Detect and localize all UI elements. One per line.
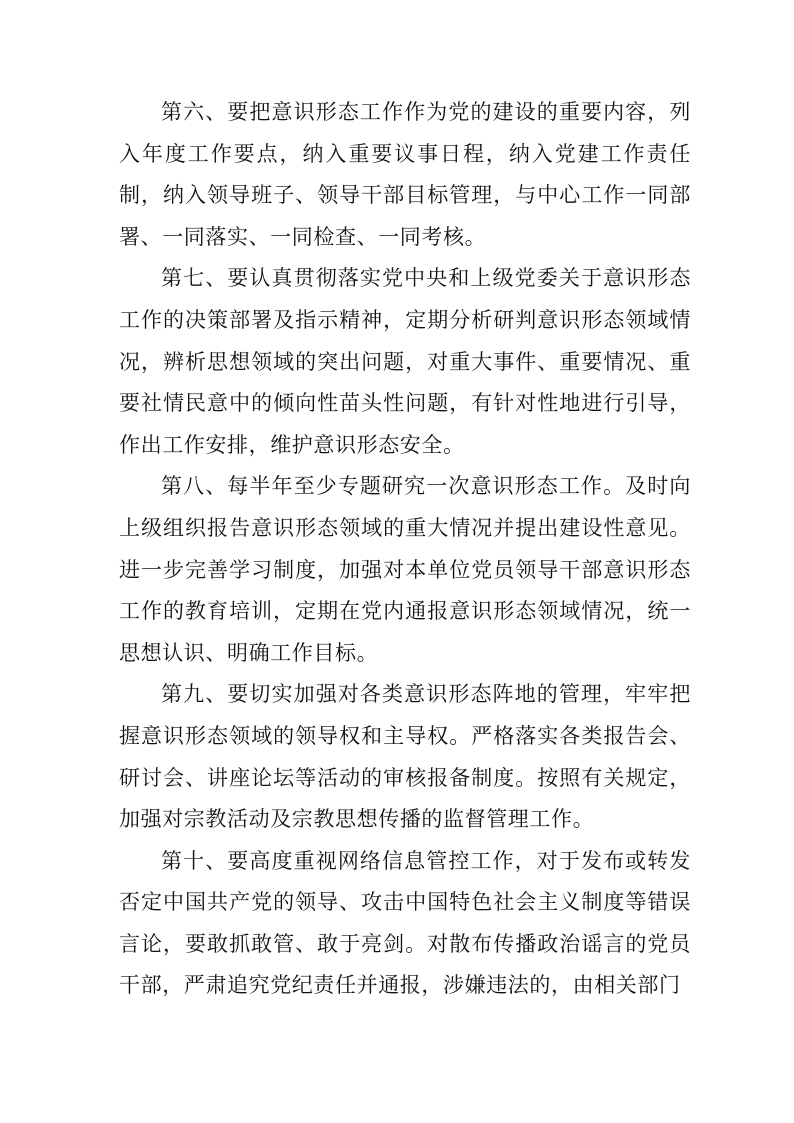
paragraph-article-8: 第八、每半年至少专题研究一次意识形态工作。及时向上级组织报告意识形态领域的重大情况并提出建设性意见。进一步完善学习制度，加强对本单位党员领导干部意识形态工作的教育培训，定期在党内通报意识形态领域情况，统一思想认识、明确工作目标。 bbox=[119, 474, 691, 665]
paragraph-article-6: 第六、要把意识形态工作作为党的建设的重要内容，列入年度工作要点，纳入重要议事日程，纳入党建工作责任制，纳入领导班子、领导干部目标管理，与中心工作一同部署、一同落实、一同检查、一同考核。 bbox=[119, 100, 691, 249]
document-body bbox=[119, 92, 691, 1007]
paragraph-article-7: 第七、要认真贯彻落实党中央和上级党委关于意识形态工作的决策部署及指示精神，定期分析研判意识形态领域情况，辨析思想领域的突出问题，对重大事件、重要情况、重要社情民意中的倾向性苗头性问题，有针对性地进行引导，作出工作安排，维护意识形态安全。 bbox=[119, 266, 691, 457]
paragraph-article-10: 第十、要高度重视网络信息管控工作，对于发布或转发否定中国共产党的领导、攻击中国特色社会主义制度等错误言论，要敢抓敢管、敢于亮剑。对散布传播政治谣言的党员干部，严肃追究党纪责任并通报，涉嫌违法的，由相关部门 bbox=[119, 848, 691, 998]
paragraph-article-9: 第九、要切实加强对各类意识形态阵地的管理，牢牢把握意识形态领域的领导权和主导权。严格落实各类报告会、研讨会、讲座论坛等活动的审核报备制度。按照有关规定，加强对宗教活动及宗教思想传播的监督管理工作。 bbox=[119, 682, 691, 832]
